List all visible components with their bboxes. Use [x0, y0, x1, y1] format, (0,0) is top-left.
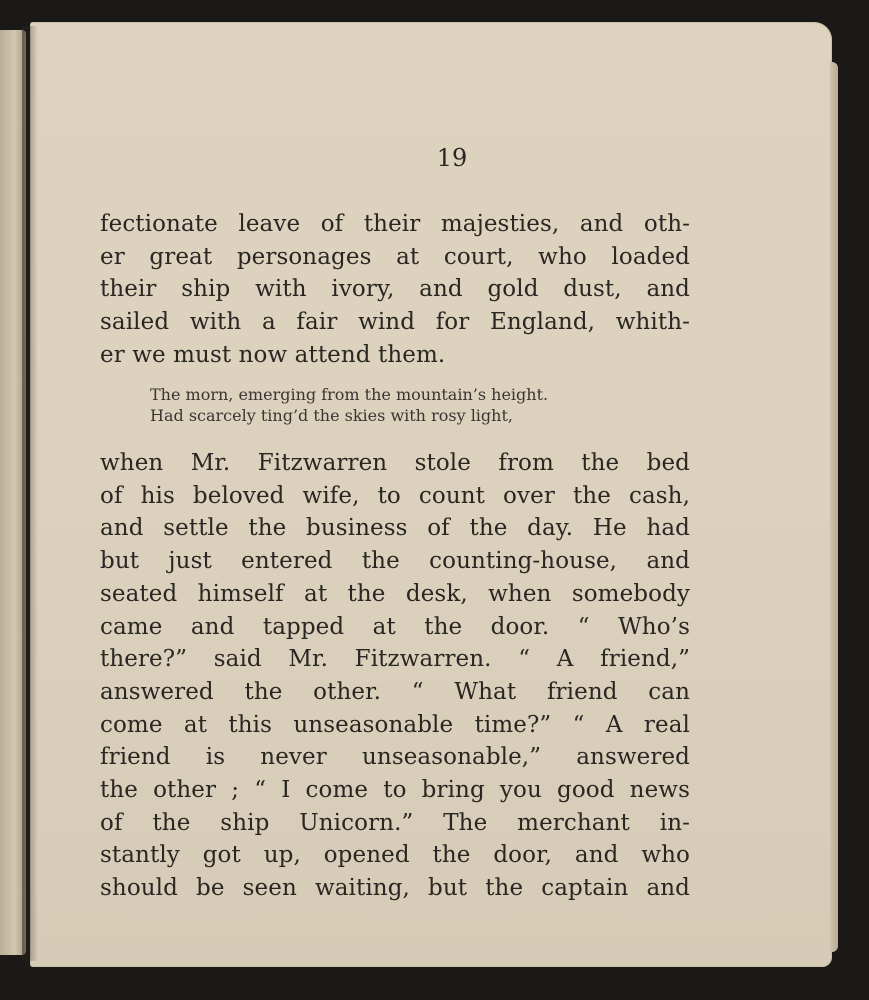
page-fore-edge — [830, 62, 838, 952]
verse-line: The morn, emerging from the mountain’s height. — [150, 385, 549, 404]
text-line: of his beloved wife, to count over the cash, — [100, 482, 690, 509]
text-line: there?” said Mr. Fitzwarren. “ A friend,” — [100, 646, 690, 673]
text-line: er we must now attend them. — [100, 341, 446, 368]
text-line: fectionate leave of their majesties, and oth- — [100, 211, 690, 237]
text-line: when Mr. Fitzwarren stole from the bed — [100, 450, 690, 476]
text-line: of the ship Unicorn.” The merchant in- — [100, 809, 690, 836]
paragraph-1 — [100, 208, 690, 372]
text-line: sailed with a fair wind for England, whith- — [100, 309, 690, 336]
text-line: came and tapped at the door. “ Who’s — [100, 613, 690, 640]
text-line: answered the other. “ What friend can — [100, 678, 690, 705]
book-page — [30, 22, 832, 967]
text-line: seated himself at the desk, when somebody — [100, 580, 690, 607]
text-line: should be seen waiting, but the captain and — [100, 875, 690, 902]
text-line: the other ; “ I come to bring you good news — [100, 777, 690, 804]
verse-line: Had scarcely ting’d the skies with rosy light, — [150, 406, 513, 425]
text-line: come at this unseasonable time?” “ A real — [100, 711, 690, 738]
spine-shadow — [22, 26, 38, 961]
text-line: stantly got up, opened the door, and who — [100, 842, 690, 869]
page-number: 19 — [436, 144, 468, 172]
text-line: but just entered the counting-house, and — [100, 548, 690, 575]
text-line: er great personages at court, who loaded — [100, 243, 690, 270]
text-line: and settle the business of the day. He had — [100, 515, 690, 542]
verse-quote — [150, 384, 670, 426]
text-line: their ship with ivory, and gold dust, and — [100, 276, 690, 303]
paragraph-2 — [100, 447, 690, 905]
text-line: friend is never unseasonable,” answered — [100, 744, 690, 771]
